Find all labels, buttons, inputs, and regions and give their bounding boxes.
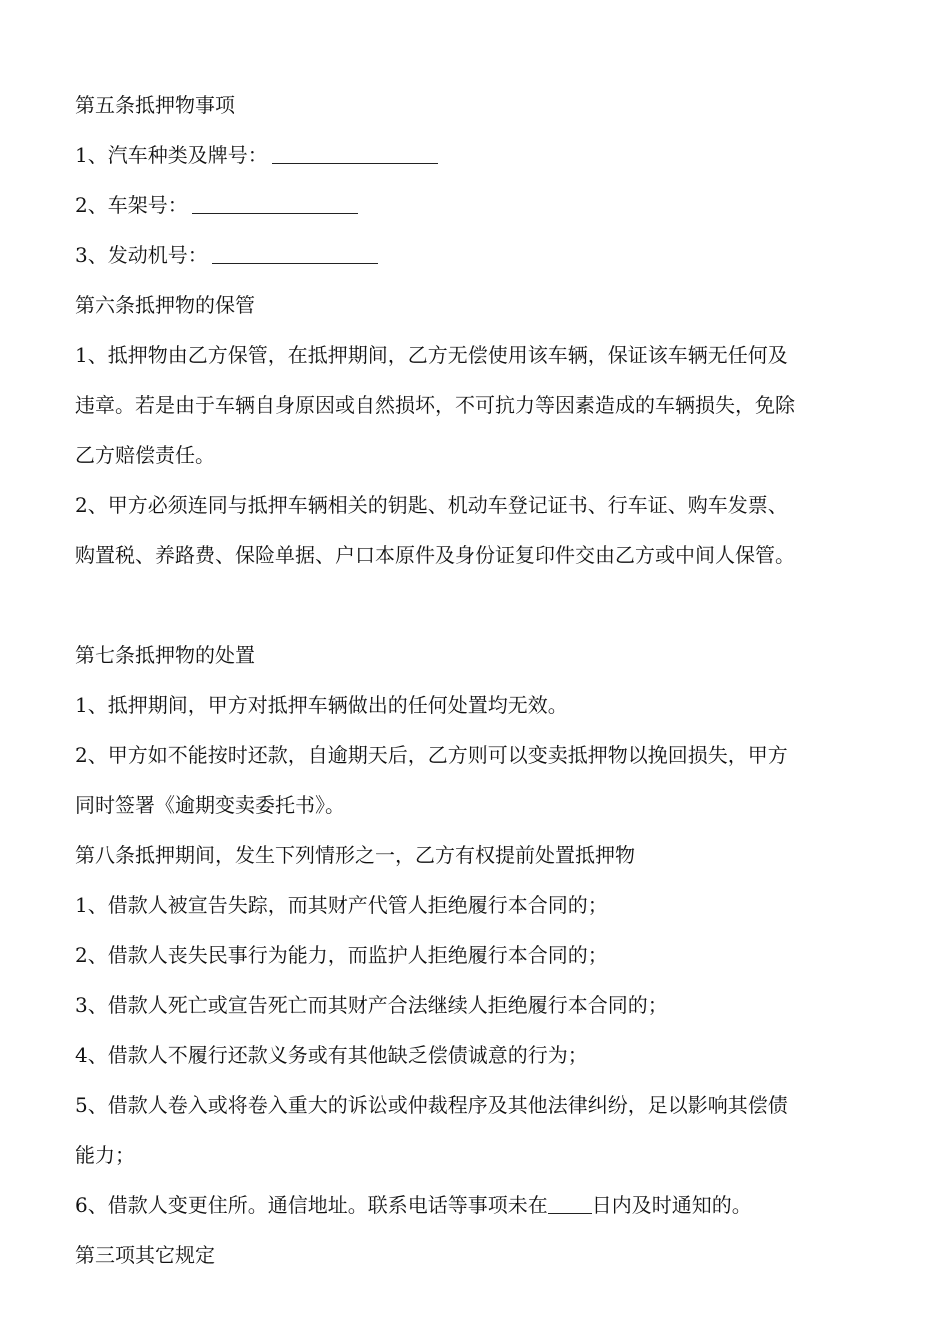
section-3-title: 第三项其它规定 [75, 1243, 215, 1267]
article-8-title: 第八条抵押期间，发生下列情形之一，乙方有权提前处置抵押物 [75, 843, 635, 867]
item-6-text-after: 日内及时通知的。 [591, 1193, 752, 1217]
vehicle-type-label: 1、汽车种类及牌号： [75, 143, 268, 167]
article-8-item-4: 4、借款人不履行还款义务或有其他缺乏偿债诚意的行为； [75, 1043, 588, 1067]
article-8-item-3: 3、借款人死亡或宣告死亡而其财产合法继续人拒绝履行本合同的； [75, 993, 668, 1017]
engine-number-label: 3、发动机号： [75, 243, 208, 267]
days-blank [548, 1191, 592, 1214]
article-6-para-1-line-3: 乙方赔偿责任。 [75, 443, 215, 467]
article-7-para-1: 1、抵押期间，甲方对抵押车辆做出的任何处置均无效。 [75, 693, 568, 717]
article-5-item-2 [75, 180, 880, 230]
blank-line [75, 580, 880, 630]
vehicle-type-blank [272, 141, 438, 164]
article-5-item-1 [75, 130, 880, 180]
article-6-para-2-line-2: 购置税、养路费、保险单据、户口本原件及身份证复印件交由乙方或中间人保管。 [75, 543, 795, 567]
frame-number-label: 2、车架号： [75, 193, 188, 217]
article-7-para-2-line-2: 同时签署《逾期变卖委托书》。 [75, 793, 345, 817]
article-8-item-6 [75, 1180, 880, 1230]
article-7-para-2-line-1: 2、甲方如不能按时还款，自逾期天后，乙方则可以变卖抵押物以挽回损失，甲方 [75, 743, 788, 767]
article-6-title: 第六条抵押物的保管 [75, 293, 255, 317]
article-8-item-5-line-1: 5、借款人卷入或将卷入重大的诉讼或仲裁程序及其他法律纠纷，足以影响其偿债 [75, 1093, 788, 1117]
article-6-para-2-line-1: 2、甲方必须连同与抵押车辆相关的钥匙、机动车登记证书、行车证、购车发票、 [75, 493, 788, 517]
document-page [75, 80, 880, 1280]
article-5-title: 第五条抵押物事项 [75, 93, 235, 117]
article-8-item-5-line-2: 能力； [75, 1143, 135, 1167]
engine-number-blank [212, 241, 378, 264]
article-6-para-1-line-2: 违章。若是由于车辆自身原因或自然损坏，不可抗力等因素造成的车辆损失，免除 [75, 393, 795, 417]
item-6-text-before: 6、借款人变更住所。通信地址。联系电话等事项未在 [75, 1193, 548, 1217]
article-8-item-1: 1、借款人被宣告失踪，而其财产代管人拒绝履行本合同的； [75, 893, 608, 917]
article-6-para-1-line-1: 1、抵押物由乙方保管，在抵押期间，乙方无偿使用该车辆，保证该车辆无任何及 [75, 343, 788, 367]
article-8-item-2: 2、借款人丧失民事行为能力，而监护人拒绝履行本合同的； [75, 943, 608, 967]
frame-number-blank [192, 191, 358, 214]
article-7-title: 第七条抵押物的处置 [75, 643, 255, 667]
article-5-item-3 [75, 230, 880, 280]
